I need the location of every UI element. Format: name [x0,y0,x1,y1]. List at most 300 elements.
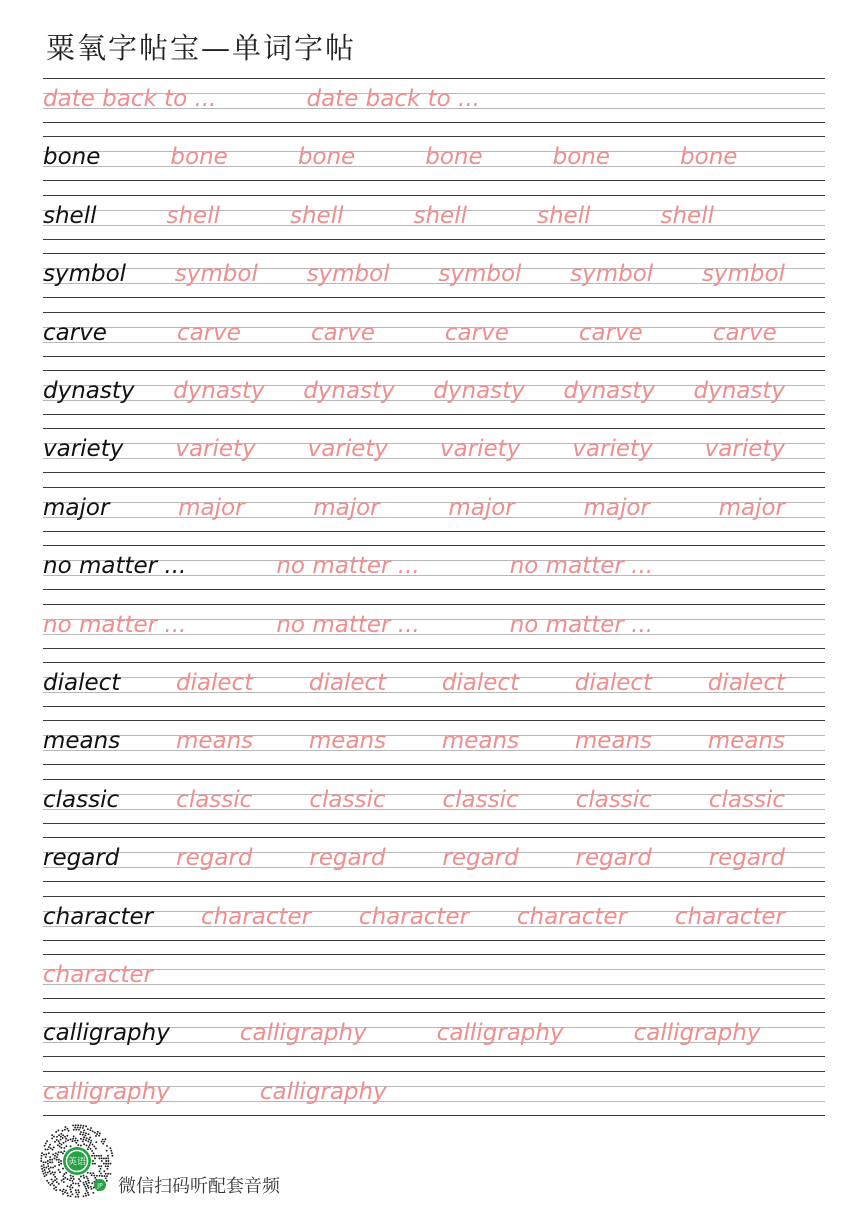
qr-dot [83,1125,85,1127]
ruled-line [43,312,825,313]
qr-dot [57,1144,59,1146]
qr-dot [72,1124,74,1126]
qr-dot [63,1173,65,1175]
qr-dot [106,1150,108,1152]
qr-dot [44,1149,46,1151]
qr-dot [90,1186,92,1188]
model-word: means [43,728,121,755]
qr-dot [62,1137,64,1139]
qr-dot [77,1194,79,1196]
practice-row [43,1012,825,1070]
qr-dot [95,1135,97,1137]
qr-dot [41,1165,43,1167]
qr-dot [63,1178,65,1180]
qr-dot [80,1176,82,1178]
qr-dot [105,1160,107,1162]
qr-dot [43,1164,45,1166]
qr-dot [105,1165,107,1167]
ruled-line [43,414,825,415]
trace-word: symbol [701,261,785,288]
qr-dot [84,1186,86,1188]
ruled-line [43,779,825,780]
qr-dot [56,1181,58,1183]
ruled-line [43,706,825,707]
ruled-line [43,239,825,240]
model-word: major [43,494,110,521]
qr-dot [82,1134,84,1136]
qr-dot [94,1157,96,1159]
qr-dot [67,1139,69,1141]
qr-dot [53,1136,55,1138]
ruled-line [43,545,825,546]
qr-dot [92,1163,94,1165]
qr-dot [70,1175,72,1177]
qr-dot [65,1172,67,1174]
qr-dot [53,1174,55,1176]
qr-dot [45,1156,47,1158]
qr-dot [90,1142,92,1144]
qr-dot [47,1163,49,1165]
practice-row [43,1071,825,1129]
trace-word: means [175,728,254,755]
qr-dot [48,1146,50,1148]
qr-dot [61,1147,63,1149]
qr-dot [54,1171,56,1173]
qr-dot [54,1157,56,1159]
trace-word: major [178,494,245,521]
qr-dot [51,1161,53,1163]
qr-dot [73,1135,75,1137]
qr-dot [48,1168,50,1170]
qr-dot [70,1138,72,1140]
ruled-line [43,487,825,488]
qr-dot [60,1136,62,1138]
qr-dot [75,1129,77,1131]
qr-dot [50,1173,52,1175]
practice-row [43,604,825,662]
qr-dot [51,1183,53,1185]
qr-dot [75,1191,77,1193]
qr-dot [88,1194,90,1196]
qr-dot [72,1182,74,1184]
trace-word: carve [444,319,509,346]
qr-dot [57,1154,59,1156]
qr-dot [72,1138,74,1140]
qr-dot [67,1178,69,1180]
trace-word: regard [708,845,785,872]
trace-word: shell [166,202,220,229]
trace-word: shell [537,202,591,229]
qr-dot [96,1175,98,1177]
qr-dot [95,1141,97,1143]
qr-dot [87,1177,89,1179]
qr-dot [92,1160,94,1162]
footer-caption: 微信扫码听配套音频 [118,1176,280,1197]
qr-dot [67,1195,69,1197]
qr-dot [44,1175,46,1177]
qr-dot [88,1187,90,1189]
qr-dot [54,1176,56,1178]
ruled-line [43,472,825,473]
trace-word: means [308,728,387,755]
qr-dot [95,1148,97,1150]
qr-dot [91,1188,93,1190]
qr-dot [107,1173,109,1175]
qr-dot [83,1143,85,1145]
trace-word: dialect [574,670,653,696]
qr-dot [58,1164,60,1166]
trace-word: classic [176,786,253,813]
trace-word: regard [575,845,652,872]
qr-dot [59,1171,61,1173]
qr-dot [86,1183,88,1185]
qr-dot [79,1127,81,1129]
qr-dot [64,1191,66,1193]
trace-word: symbol [174,261,258,288]
qr-dot [72,1193,74,1195]
qr-dot [53,1146,55,1148]
qr-dot [73,1178,75,1180]
qr-dot [86,1190,88,1192]
ruled-line [43,517,825,518]
qr-dot [77,1144,79,1146]
model-word: character [43,903,154,930]
qr-dot [78,1185,80,1187]
qr-dot [79,1180,81,1182]
qr-dot [78,1178,80,1180]
qr-dot [46,1180,48,1182]
trace-word: carve [578,319,643,346]
practice-row [43,662,825,720]
qr-dot [98,1135,100,1137]
ruled-line [43,794,825,795]
qr-dot [65,1145,67,1147]
ruled-line [43,342,825,343]
qr-dot [102,1143,104,1145]
qr-dot [93,1175,95,1177]
ruled-line [43,1071,825,1072]
trace-word: bone [425,144,483,171]
qr-dot [60,1163,62,1165]
qr-dot [109,1147,111,1149]
qr-dot [54,1165,56,1167]
ruled-line [43,195,825,196]
qr-dot [51,1159,53,1161]
qr-dot [87,1180,89,1182]
ruled-line [43,809,825,810]
qr-dot [63,1150,65,1152]
qr-dot [70,1191,72,1193]
ruled-line [43,502,825,503]
qr-dot [56,1156,58,1158]
qr-dot [54,1179,56,1181]
ruled-line [43,662,825,663]
qr-dot [92,1144,94,1146]
qr-dot [60,1133,62,1135]
qr-dot [52,1154,54,1156]
qr-dot [94,1132,96,1134]
qr-dot [103,1163,105,1165]
qr-dot [60,1160,62,1162]
qr-dot [77,1140,79,1142]
qr-dot [111,1152,113,1154]
qr-dot [88,1182,90,1184]
ruled-line [43,984,825,985]
qr-dot [65,1138,67,1140]
trace-word: regard [176,845,253,872]
qr-dot [44,1145,46,1147]
qr-dot [82,1175,84,1177]
qr-dot [56,1178,58,1180]
qr-dot [70,1184,72,1186]
qr-dot [83,1132,85,1134]
ruled-line [43,881,825,882]
qr-dot [98,1165,100,1167]
qr-dot [77,1183,79,1185]
trace-word: shell [660,202,714,229]
qr-dot [60,1139,62,1141]
trace-word: variety [572,436,653,463]
qr-dot [103,1170,105,1172]
qr-dot [61,1180,63,1182]
qr-dot [70,1177,72,1179]
qr-code-icon[interactable] [40,1124,114,1198]
qr-dot [64,1126,66,1128]
qr-dot [93,1152,95,1154]
qr-dot [43,1154,45,1156]
trace-word: carve [176,319,241,346]
model-word: symbol [43,261,127,288]
ruled-line [43,1115,825,1116]
trace-word: variety [439,436,521,463]
trace-word: calligraphy [239,1020,367,1047]
qr-dot [41,1168,43,1170]
model-word: variety [43,436,124,463]
qr-dot [63,1181,65,1183]
qr-dot [87,1128,89,1130]
qr-dot [107,1163,109,1165]
trace-word: symbol [306,261,390,288]
qr-dot [52,1149,54,1151]
qr-dot [49,1159,51,1161]
qr-dot [83,1182,85,1184]
ruled-line [43,604,825,605]
trace-word: dialect [308,670,387,696]
qr-dot [78,1129,80,1131]
ruled-line [43,531,825,532]
ruled-line [43,370,825,371]
qr-dot [59,1146,61,1148]
qr-dot [77,1126,79,1128]
qr-dot [62,1190,64,1192]
trace-word: variety [175,436,256,463]
qr-dot [99,1170,101,1172]
qr-dot [59,1189,61,1191]
qr-dot [40,1160,42,1162]
qr-dot [85,1181,87,1183]
trace-word: calligraphy [43,1078,170,1105]
trace-word: symbol [438,261,522,288]
qr-dot [100,1168,102,1170]
qr-dot [70,1195,72,1197]
qr-dot [52,1171,54,1173]
qr-dot [52,1167,54,1169]
qr-dot [83,1177,85,1179]
qr-dot [49,1161,51,1163]
trace-word: date back to ... [43,86,217,112]
qr-dot [90,1127,92,1129]
qr-dot [58,1183,60,1185]
trace-word: regard [309,845,386,872]
qr-dot [85,1132,87,1134]
qr-dot [88,1138,90,1140]
trace-word: carve [310,319,375,346]
ruled-line [43,896,825,897]
ruled-line [43,589,825,590]
trace-word: no matter ... [276,611,420,638]
qr-dot [92,1172,94,1174]
qr-dot [80,1131,82,1133]
practice-row [43,370,825,428]
qr-dot [101,1160,103,1162]
qr-dot [101,1175,103,1177]
qr-dot [87,1185,89,1187]
trace-word: bone [297,144,356,171]
qr-dot [77,1189,79,1191]
qr-dot [73,1129,75,1131]
qr-dot [63,1188,65,1190]
practice-row [43,837,825,895]
qr-dot [65,1189,67,1191]
qr-corner-label: JP [97,1182,103,1190]
qr-dot [66,1135,68,1137]
qr-dot [96,1155,98,1157]
qr-dot [91,1150,93,1152]
qr-dot [75,1124,77,1126]
qr-dot [48,1152,50,1154]
qr-dot [107,1160,109,1162]
qr-dot [55,1189,57,1191]
trace-word: dynasty [303,378,395,404]
qr-dot [72,1176,74,1178]
trace-word: no matter ... [43,611,187,638]
qr-dot [89,1144,91,1146]
qr-dot [82,1127,84,1129]
trace-word: means [707,728,785,755]
ruled-line [43,823,825,824]
qr-dot [56,1136,58,1138]
practice-row [43,487,825,545]
qr-dot [42,1161,44,1163]
qr-dot [45,1154,47,1156]
trace-word: no matter ... [276,553,420,580]
qr-dot [94,1177,96,1179]
qr-dot [58,1134,60,1136]
model-word: shell [43,202,97,229]
qr-dot [64,1177,66,1179]
qr-dot [75,1183,77,1185]
qr-dot [84,1134,86,1136]
trace-word: dialect [441,670,520,696]
qr-dot [75,1196,77,1198]
qr-dot [85,1125,87,1127]
model-word: regard [43,845,120,872]
qr-dot [63,1147,65,1149]
trace-word: classic [708,786,785,813]
model-word: bone [43,144,101,171]
qr-dot [65,1140,67,1142]
trace-word: dynasty [173,378,265,404]
trace-word: date back to ... [306,86,480,112]
qr-dot [42,1170,44,1172]
qr-dot [60,1151,62,1153]
qr-dot [72,1187,74,1189]
trace-word: character [43,962,154,988]
qr-dot [43,1173,45,1175]
qr-dot [103,1157,105,1159]
ruled-line [43,180,825,181]
trace-word: bone [680,144,738,171]
qr-dot [91,1182,93,1184]
qr-dot [105,1177,107,1179]
practice-row [43,195,825,253]
qr-dot [45,1143,47,1145]
qr-dot [94,1163,96,1165]
qr-dot [86,1137,88,1139]
qr-dot [99,1175,101,1177]
qr-dot [69,1179,71,1181]
qr-dot [55,1186,57,1188]
qr-dot [54,1141,56,1143]
ruled-line [43,327,825,328]
qr-dot [61,1144,63,1146]
ruled-line [43,297,825,298]
qr-dot [72,1140,74,1142]
qr-dot [58,1151,60,1153]
qr-dot [87,1192,89,1194]
trace-word: character [358,903,470,930]
trace-word: variety [307,436,388,463]
qr-dot [92,1130,94,1132]
qr-dot [83,1136,85,1138]
trace-word: major [313,494,380,521]
ruled-line [43,1056,825,1057]
ruled-line [43,940,825,941]
qr-dot [72,1180,74,1182]
qr-dot [91,1174,93,1176]
qr-dot [62,1152,64,1154]
ruled-line [43,720,825,721]
model-word: classic [43,786,120,813]
qr-dot [83,1129,85,1131]
trace-word: bone [170,144,228,171]
ruled-line [43,837,825,838]
qr-dot [44,1172,46,1174]
qr-dot [63,1142,65,1144]
qr-dot [58,1169,60,1171]
qr-dot [44,1169,46,1171]
qr-dot [89,1129,91,1131]
qr-dot [90,1140,92,1142]
qr-dot [102,1138,104,1140]
qr-dot [47,1148,49,1150]
qr-dot [87,1140,89,1142]
qr-dot [78,1191,80,1193]
ruled-line [43,136,825,137]
qr-dot [56,1139,58,1141]
qr-dot [74,1140,76,1142]
qr-dot [49,1144,51,1146]
